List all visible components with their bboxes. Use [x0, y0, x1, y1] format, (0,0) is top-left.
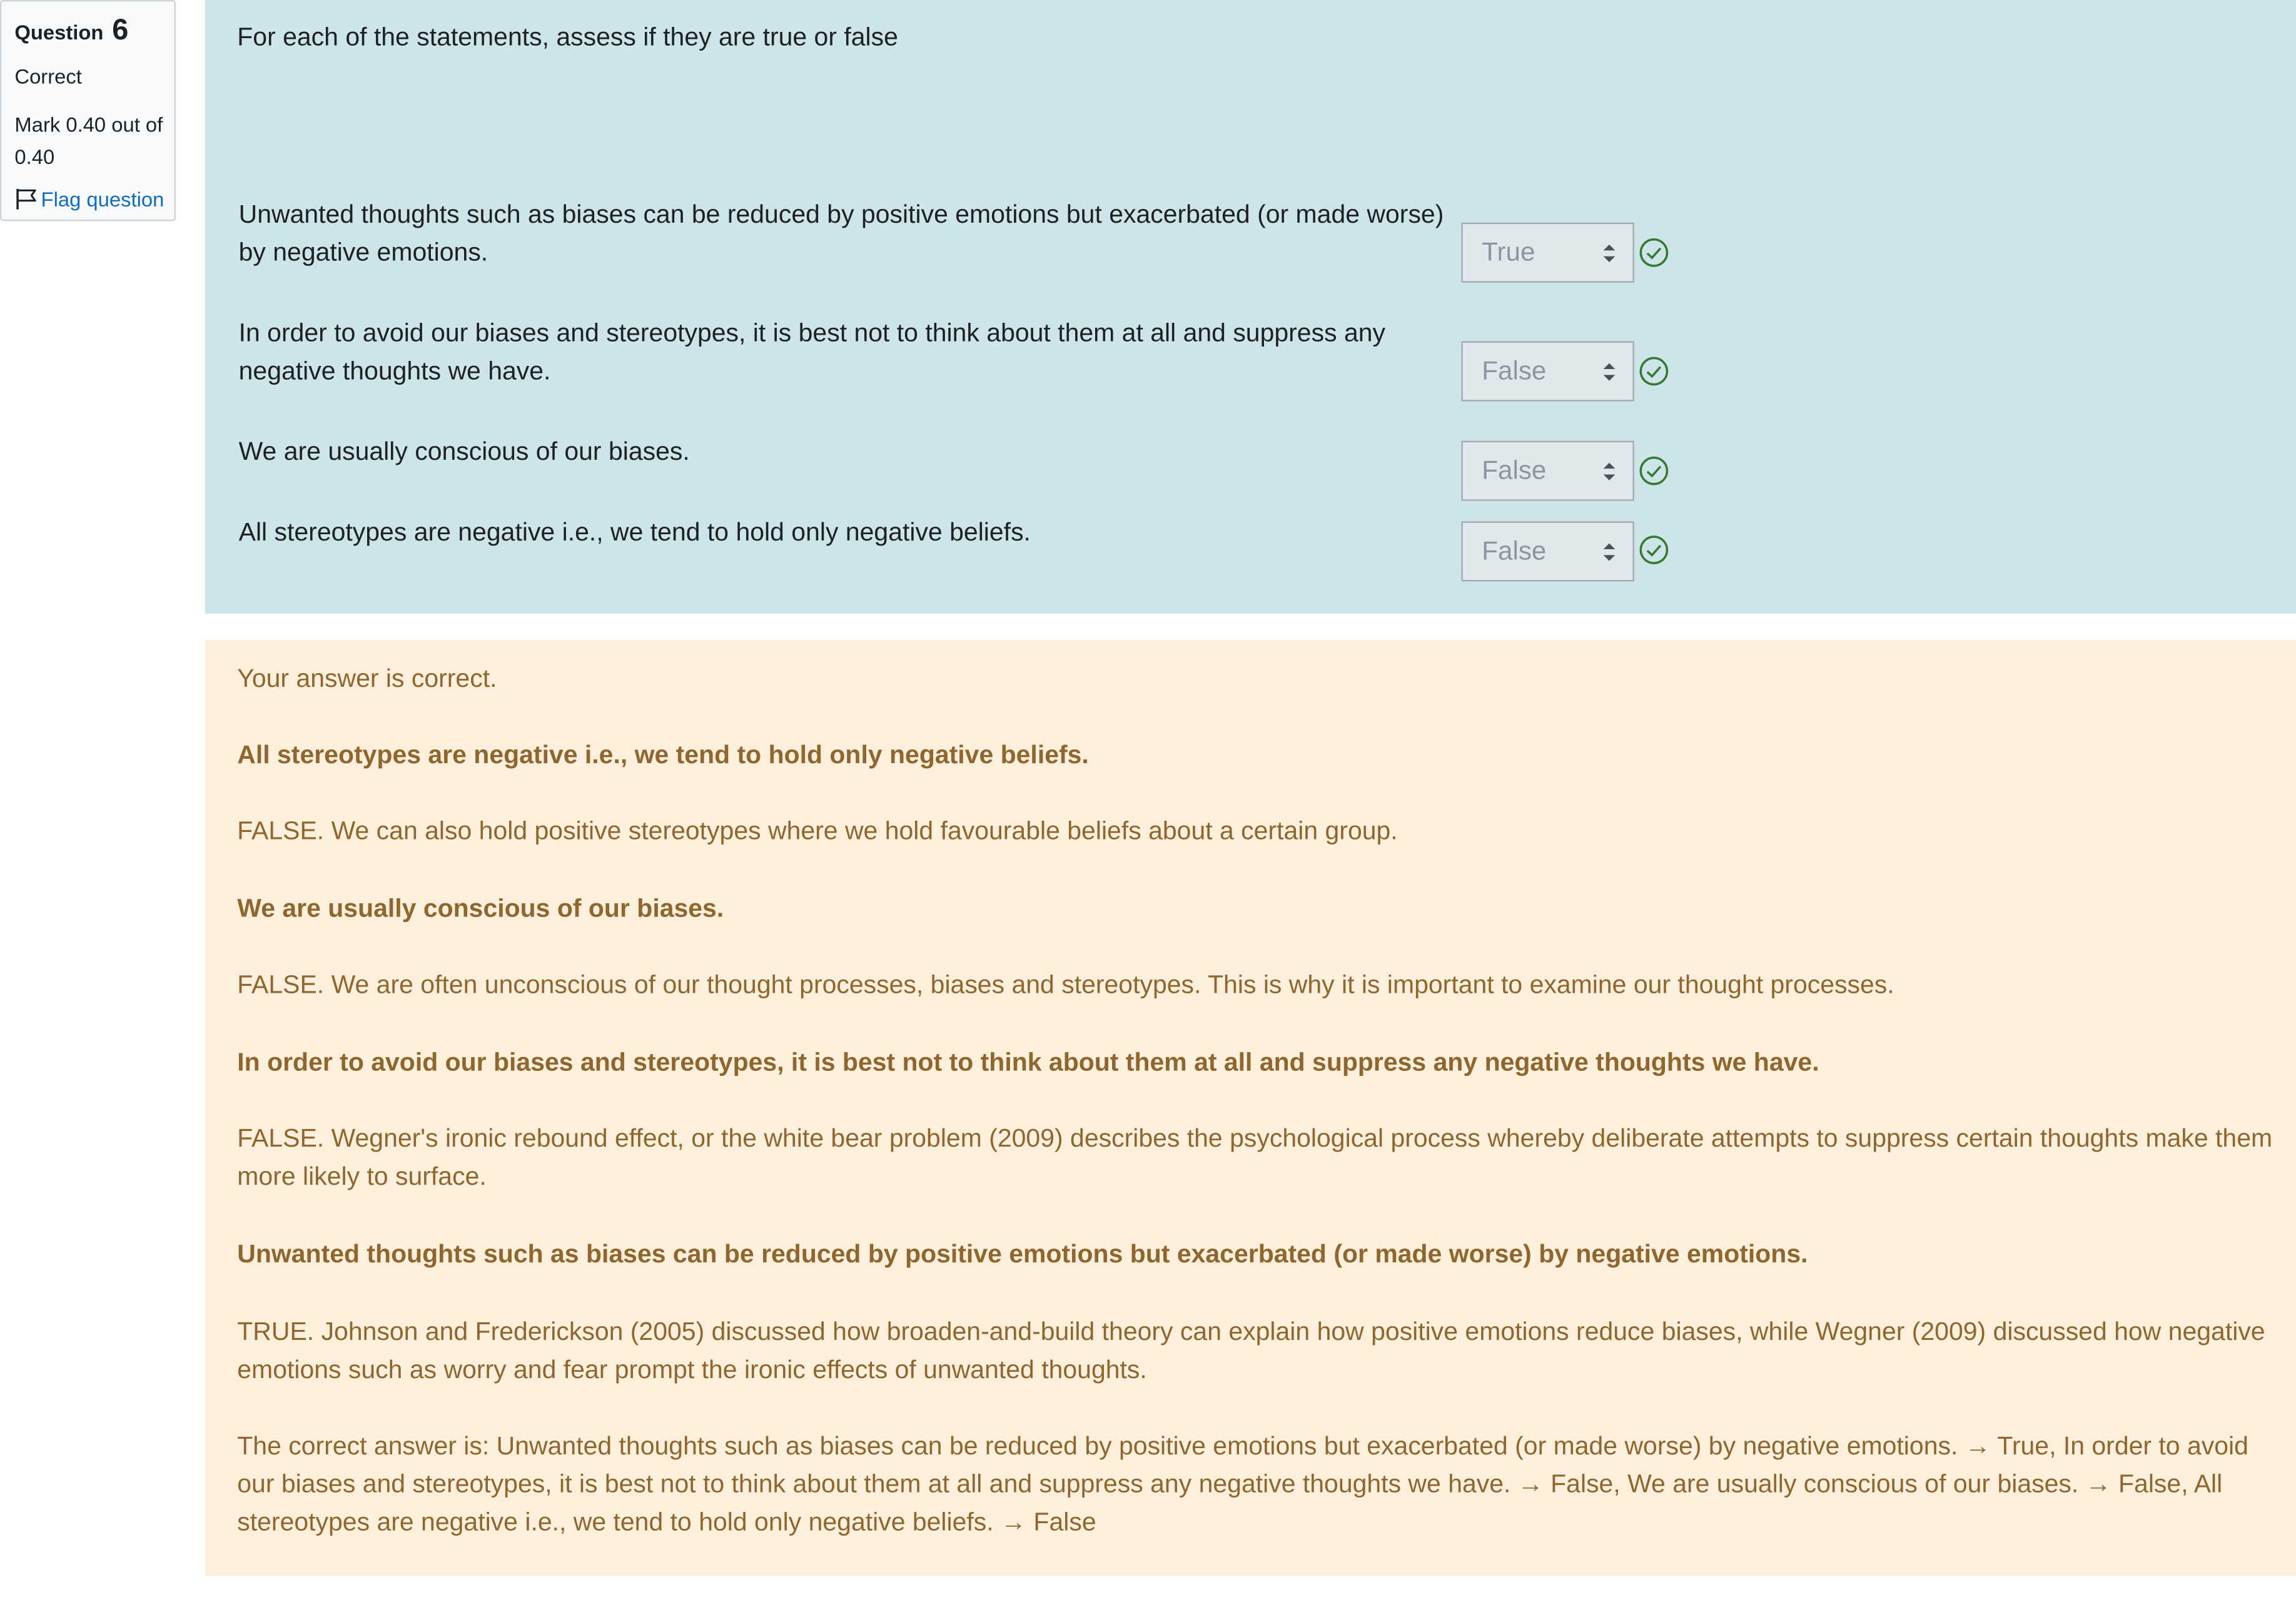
select-caret-icon [1604, 542, 1616, 562]
question-number: 6 [112, 14, 129, 47]
select-caret-icon [1604, 243, 1616, 264]
flag-icon [14, 188, 38, 211]
correct-check-icon [1639, 455, 1669, 486]
feedback-heading: We are usually conscious of our biases. [237, 893, 724, 923]
question-grade: Mark 0.40 out of 0.40 [14, 113, 163, 169]
flag-question-label: Flag question [41, 187, 164, 211]
feedback-heading: In order to avoid our biases and stereotypes, it is best not to think about them at all and suppress any negative thoughts we have. [237, 1047, 1819, 1077]
statement-text: We are usually conscious of our biases. [238, 436, 690, 466]
answer-select-value: False [1482, 455, 1547, 485]
question-info [0, 0, 176, 221]
question-state: Correct [14, 64, 82, 88]
question-feedback [205, 640, 2296, 1576]
answer-select[interactable] [1462, 521, 1634, 581]
answer-select-value: False [1482, 535, 1547, 565]
feedback-heading: Unwanted thoughts such as biases can be reduced by positive emotions but exacerbated (or made worse) by negative emotions. [237, 1239, 1808, 1269]
answer-select[interactable] [1462, 341, 1634, 401]
feedback-summary: Your answer is correct. [237, 663, 497, 693]
statement-text: All stereotypes are negative i.e., we tend to hold only negative beliefs. [238, 517, 1031, 547]
answer-select[interactable] [1462, 441, 1634, 501]
statement-text: In order to avoid our biases and stereotypes, it is best not to think about them at all and suppress any negative thoughts we have. [238, 318, 1386, 385]
correct-check-icon [1639, 356, 1669, 387]
feedback-explanation: FALSE. We can also hold positive stereotypes where we hold favourable beliefs about a certain group. [237, 816, 1398, 845]
answer-select-value: False [1482, 355, 1547, 385]
statement-text: Unwanted thoughts such as biases can be reduced by positive emotions but exacerbated (or made worse) by negative emotions. [238, 199, 1444, 267]
feedback-heading: All stereotypes are negative i.e., we tend to hold only negative beliefs. [237, 739, 1089, 769]
feedback-explanation: FALSE. We are often unconscious of our thought processes, biases and stereotypes. This is why it is important to examine our thought processes. [237, 969, 1894, 999]
correct-check-icon [1639, 237, 1669, 268]
correct-check-icon [1639, 535, 1669, 565]
question-formulation [205, 0, 2296, 614]
question-number-heading [14, 13, 174, 50]
question-text: For each of the statements, assess if they are true or false [237, 22, 898, 51]
select-caret-icon [1604, 461, 1616, 482]
question-label: Question [14, 20, 104, 44]
select-caret-icon [1604, 362, 1616, 382]
answer-select[interactable] [1462, 223, 1634, 283]
feedback-explanation: TRUE. Johnson and Frederickson (2005) discussed how broaden-and-build theory can explain how positive emotions reduce biases, while Wegner (2009) discussed how negative emotions such as worry and fear prompt the ironic effects of unwanted thoughts. [237, 1316, 2265, 1384]
flag-question-link[interactable] [14, 186, 174, 212]
answer-select-value: True [1482, 237, 1535, 267]
feedback-explanation: FALSE. Wegner's ironic rebound effect, or the white bear problem (2009) describes the psychological process whereby deliberate attempts to suppress certain thoughts make them more likely to surface. [237, 1123, 2273, 1191]
correct-answer-text: The correct answer is: Unwanted thoughts such as biases can be reduced by positive emotions but exacerbated (or made worse) by negative emotions. → True, In order to avoid our biases and stereotypes, it is best not to think about them at all and suppress any negative thoughts we have. → False, We are usually conscious of our biases. → False, All stereotypes are negative i.e., we tend to hold only negative beliefs. → False [237, 1431, 2248, 1536]
